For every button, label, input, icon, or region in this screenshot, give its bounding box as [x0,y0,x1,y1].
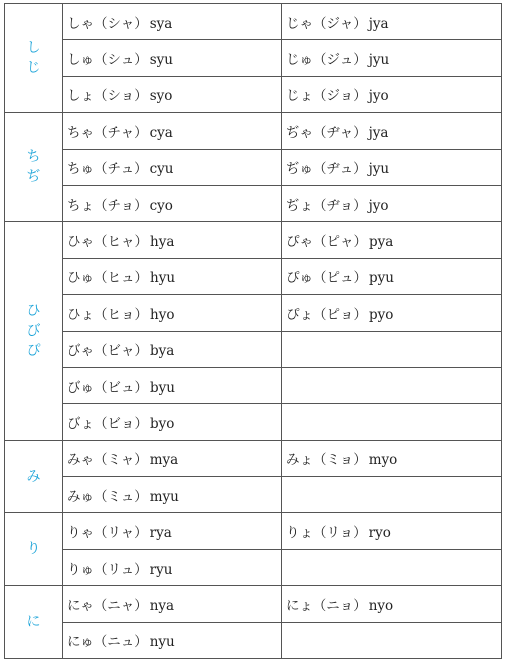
kana-text: ひょ（ヒョ） [67,306,148,323]
table-row [5,185,502,221]
romaji-text: jya [368,124,389,141]
kana-text: じょ（ジョ） [286,88,367,105]
right-cell [282,4,502,40]
youon-table-body [5,4,502,659]
kana-text: しゅ（シュ） [67,52,148,69]
romaji-text: hyu [150,270,176,287]
table-row [5,331,502,367]
romaji-text: jyo [368,88,389,105]
group-label-char: に [26,614,41,631]
kana-text: ぴゃ（ピャ） [286,234,367,251]
kana-text: りょ（リョ） [286,525,367,542]
romaji-text: cyu [149,161,174,178]
group-label-char: び [26,323,41,340]
romaji-text: mya [149,452,179,469]
left-cell [63,622,282,658]
romaji-text: rya [149,525,172,542]
kana-text: みょ（ミョ） [286,452,367,469]
kana-text: ぢょ（ヂョ） [286,197,367,214]
romaji-text: bya [150,343,175,360]
right-cell [282,149,502,185]
kana-text: しょ（ショ） [67,88,148,105]
kana-text: ちゃ（チャ） [67,124,148,141]
table-row [5,404,502,440]
kana-text: りゃ（リャ） [67,525,148,542]
romaji-text: jyo [368,197,389,214]
youon-table [4,3,502,659]
left-cell [63,331,282,367]
right-cell [282,586,502,622]
kana-text: りゅ（リュ） [67,561,148,578]
romaji-text: byu [150,379,175,396]
right-cell [282,367,502,403]
table-row [5,149,502,185]
kana-text: ぢゃ（ヂャ） [286,124,367,141]
group-label-char: じ [26,60,41,77]
table-row [5,258,502,294]
kana-text: ぴょ（ピョ） [286,306,367,323]
kana-text: にゅ（ニュ） [67,634,148,651]
group-label-char: し [26,40,41,57]
left-cell [63,222,282,258]
kana-text: ひゅ（ヒュ） [67,270,148,287]
kana-text: びゅ（ビュ） [67,379,148,396]
group-label [5,586,63,659]
kana-text: みゃ（ミャ） [67,452,148,469]
right-cell [282,258,502,294]
left-cell [63,113,282,149]
romaji-text: ryo [368,525,391,542]
table-row [5,586,502,622]
table-row [5,549,502,585]
table-row [5,76,502,112]
table-row [5,222,502,258]
right-cell [282,404,502,440]
right-cell [282,622,502,658]
romaji-text: hya [150,234,175,251]
romaji-text: ryu [149,561,173,578]
left-cell [63,549,282,585]
romaji-text: nyo [368,597,394,614]
group-label-char: ぴ [26,343,41,360]
group-label-char: り [26,541,41,558]
left-cell [63,76,282,112]
group-label [5,222,63,440]
table-row [5,113,502,149]
kana-text: びょ（ビョ） [67,415,148,432]
romaji-text: cya [149,124,173,141]
table-row [5,622,502,658]
left-cell [63,404,282,440]
group-label-char: ひ [26,303,41,320]
romaji-text: syu [149,52,173,69]
kana-text: ひゃ（ヒャ） [67,234,148,251]
kana-text: しゃ（シャ） [67,15,148,32]
romaji-text: myu [149,488,179,505]
right-cell [282,477,502,513]
romaji-text: pyo [369,306,394,323]
group-label-char: ち [26,149,41,166]
left-cell [63,40,282,76]
kana-text: じゃ（ジャ） [286,15,367,32]
kana-text: みゅ（ミュ） [67,488,148,505]
left-cell [63,367,282,403]
group-label-char: み [26,468,41,485]
left-cell [63,440,282,476]
right-cell [282,113,502,149]
table-row [5,40,502,76]
romaji-text: nyu [149,634,175,651]
table-row [5,367,502,403]
romaji-text: hyo [150,306,175,323]
romaji-text: cyo [149,197,173,214]
left-cell [63,258,282,294]
table-row [5,440,502,476]
kana-text: じゅ（ジュ） [286,52,367,69]
right-cell [282,440,502,476]
left-cell [63,586,282,622]
kana-text: ぢゅ（ヂュ） [286,161,367,178]
kana-text: にょ（ニョ） [286,597,367,614]
romaji-text: pyu [369,270,394,287]
romaji-text: nya [149,597,175,614]
right-cell [282,40,502,76]
right-cell [282,331,502,367]
group-label [5,4,63,113]
kana-text: びゃ（ビャ） [67,343,148,360]
left-cell [63,477,282,513]
table-row [5,513,502,549]
left-cell [63,185,282,221]
right-cell [282,185,502,221]
left-cell [63,149,282,185]
table-row [5,295,502,331]
kana-text: にゃ（ニャ） [67,597,148,614]
romaji-text: pya [369,234,394,251]
romaji-text: jya [368,15,389,32]
table-row [5,4,502,40]
group-label [5,113,63,222]
left-cell [63,4,282,40]
group-label-char: ぢ [26,169,41,186]
kana-text: ちゅ（チュ） [67,161,148,178]
group-label [5,440,63,513]
romaji-text: syo [149,88,173,105]
romaji-text: sya [149,15,173,32]
romaji-text: byo [150,415,175,432]
left-cell [63,513,282,549]
table-row [5,477,502,513]
kana-text: ちょ（チョ） [67,197,148,214]
romaji-text: jyu [368,161,390,178]
group-label [5,513,63,586]
right-cell [282,513,502,549]
right-cell [282,549,502,585]
romaji-text: myo [368,452,398,469]
right-cell [282,222,502,258]
right-cell [282,295,502,331]
kana-text: ぴゅ（ピュ） [286,270,367,287]
right-cell [282,76,502,112]
romaji-text: jyu [368,52,390,69]
left-cell [63,295,282,331]
